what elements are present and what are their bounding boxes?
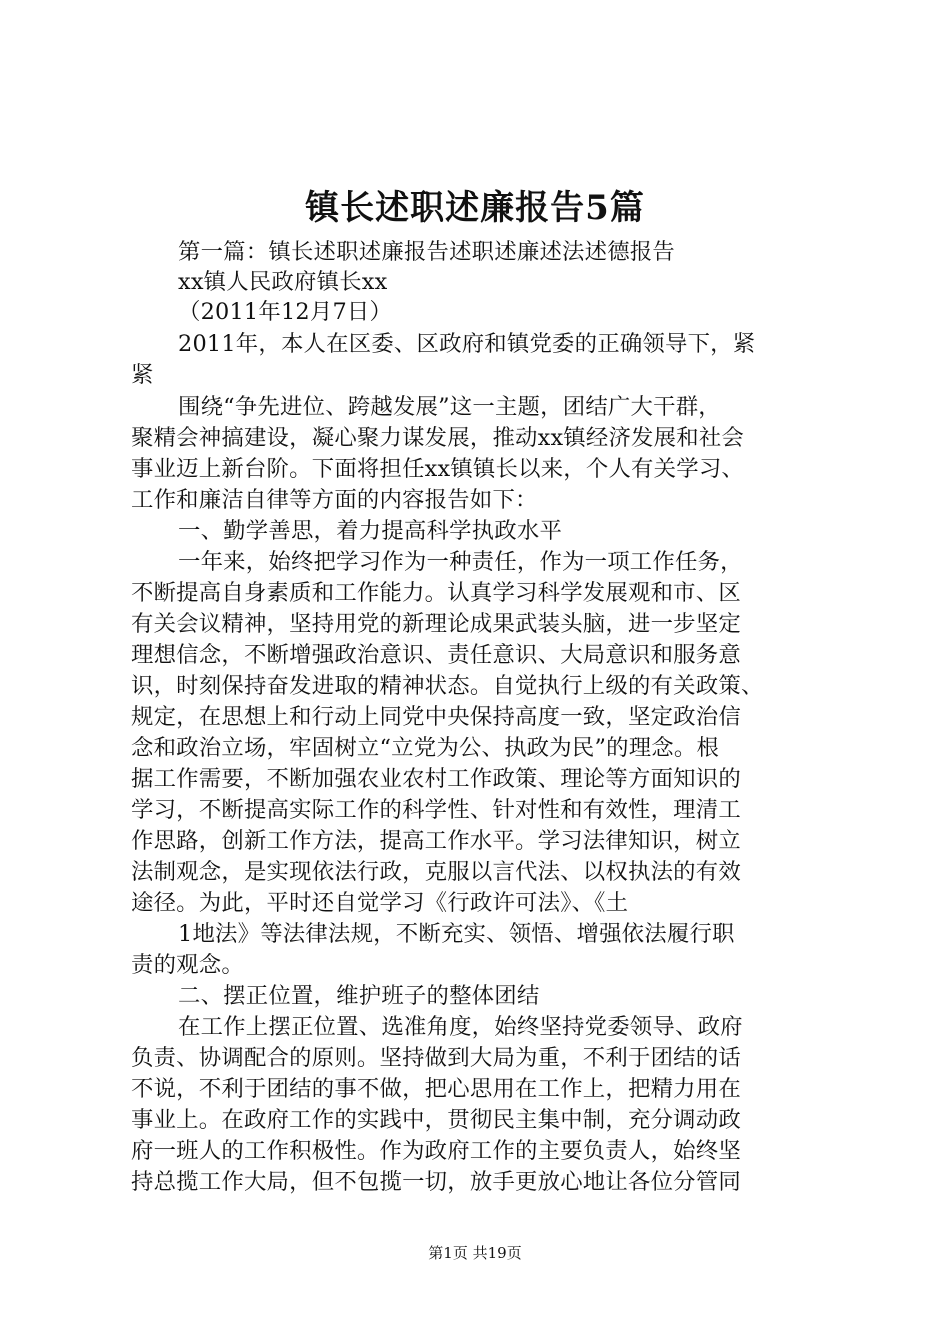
body-line: 途径。为此，平时还自觉学习《行政许可法》、《土 bbox=[131, 890, 629, 916]
document-title: 镇长述职述廉报告5篇 bbox=[305, 188, 645, 228]
body-line: 持总揽工作大局，但不包揽一切，放手更放心地让各位分管同 bbox=[131, 1169, 741, 1195]
body-line: 聚精会神搞建设，凝心聚力谋发展，推动xx镇经济发展和社会 bbox=[131, 425, 745, 451]
body-line: 责的观念。 bbox=[131, 952, 244, 978]
body-line: 不断提高自身素质和工作能力。认真学习科学发展观和市、区 bbox=[131, 580, 741, 606]
date-line: （2011年12月7日） bbox=[178, 299, 393, 325]
body-line: 2011年，本人在区委、区政府和镇党委的正确领导下，紧 bbox=[178, 331, 756, 357]
body-line: 不说，不利于团结的事不做，把心思用在工作上，把精力用在 bbox=[131, 1076, 741, 1102]
body-line: 事业迈上新台阶。下面将担任xx镇镇长以来，个人有关学习、 bbox=[131, 456, 745, 482]
body-line: 有关会议精神，坚持用党的新理论成果武装头脑，进一步坚定 bbox=[131, 611, 741, 637]
subtitle-line: 第一篇：镇长述职述廉报告述职述廉述法述德报告 bbox=[178, 239, 675, 265]
section-heading: 一、勤学善思，着力提高科学执政水平 bbox=[178, 518, 563, 544]
body-line: 在工作上摆正位置、选准角度，始终坚持党委领导、政府 bbox=[178, 1014, 743, 1040]
section-heading: 二、摆正位置，维护班子的整体团结 bbox=[178, 983, 540, 1009]
body-line: 识，时刻保持奋发进取的精神状态。自觉执行上级的有关政策、 bbox=[131, 673, 764, 699]
body-line: 法制观念，是实现依法行政，克服以言代法、以权执法的有效 bbox=[131, 859, 741, 885]
body-line: 理想信念，不断增强政治意识、责任意识、大局意识和服务意 bbox=[131, 642, 741, 668]
body-line: 负责、协调配合的原则。坚持做到大局为重，不利于团结的话 bbox=[131, 1045, 741, 1071]
body-line: 作思路，创新工作方法，提高工作水平。学习法律知识，树立 bbox=[131, 828, 741, 854]
body-line: 府一班人的工作积极性。作为政府工作的主要负责人，始终坚 bbox=[131, 1138, 741, 1164]
body-line: 工作和廉洁自律等方面的内容报告如下： bbox=[131, 487, 538, 513]
body-line: 规定，在思想上和行动上同党中央保持高度一致，坚定政治信 bbox=[131, 704, 741, 730]
body-line: 紧 bbox=[131, 362, 154, 388]
body-line: 学习，不断提高实际工作的科学性、针对性和有效性，理清工 bbox=[131, 797, 741, 823]
body-line: 围绕“争先进位、跨越发展”这一主题，团结广大干群， bbox=[178, 394, 721, 420]
body-line: 据工作需要，不断加强农业农村工作政策、理论等方面知识的 bbox=[131, 766, 741, 792]
body-line: 念和政治立场，牢固树立“立党为公、执政为民”的理念。根 bbox=[131, 735, 720, 761]
body-line: 1地法》等法律法规，不断充实、领悟、增强依法履行职 bbox=[178, 921, 735, 947]
page-number: 第1页 共19页 bbox=[428, 1244, 522, 1262]
author-line: xx镇人民政府镇长xx bbox=[178, 269, 388, 295]
body-line: 事业上。在政府工作的实践中，贯彻民主集中制，充分调动政 bbox=[131, 1107, 741, 1133]
body-line: 一年来，始终把学习作为一种责任，作为一项工作任务， bbox=[178, 549, 743, 575]
